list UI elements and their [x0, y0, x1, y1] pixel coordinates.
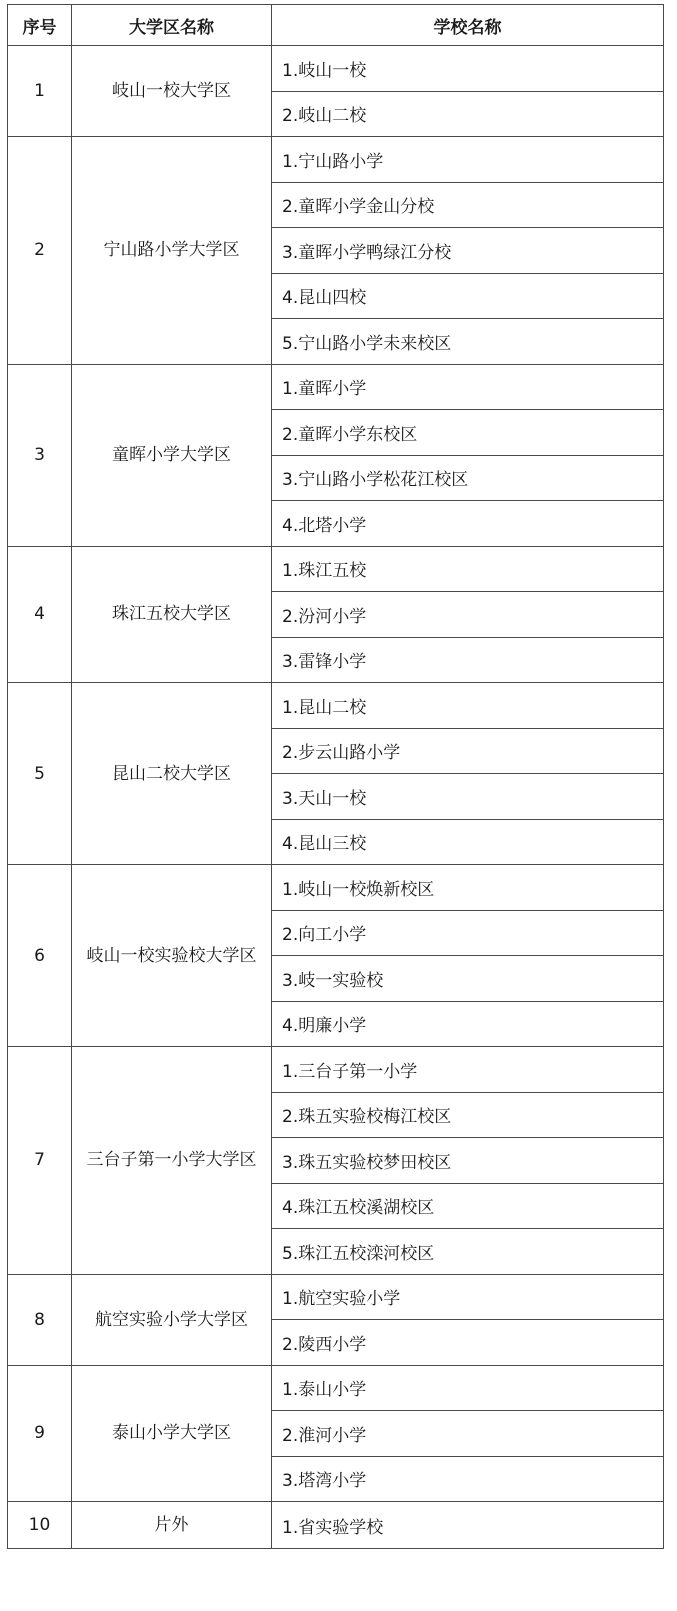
school-name: 2.珠五实验校梅江校区: [272, 1092, 664, 1138]
district-number: 5: [8, 683, 72, 865]
district-name: 泰山小学大学区: [72, 1365, 272, 1502]
school-name: 2.陵西小学: [272, 1320, 664, 1366]
school-name: 1.昆山二校: [272, 683, 664, 729]
school-name: 1.岐山一校: [272, 46, 664, 92]
school-name: 5.宁山路小学未来校区: [272, 319, 664, 365]
school-name: 3.天山一校: [272, 774, 664, 820]
district-name: 三台子第一小学大学区: [72, 1047, 272, 1275]
school-name: 3.岐一实验校: [272, 956, 664, 1002]
district-number: 10: [8, 1502, 72, 1549]
header-school-name: 学校名称: [272, 5, 664, 46]
school-name: 1.泰山小学: [272, 1365, 664, 1411]
school-name: 2.岐山二校: [272, 91, 664, 137]
district-name: 宁山路小学大学区: [72, 137, 272, 365]
table-row: [8, 865, 664, 911]
school-name: 5.珠江五校滦河校区: [272, 1229, 664, 1275]
table-row: [8, 546, 664, 592]
district-name: 珠江五校大学区: [72, 546, 272, 683]
district-name: 岐山一校实验校大学区: [72, 865, 272, 1047]
district-number: 4: [8, 546, 72, 683]
school-district-table-container: [7, 4, 663, 1549]
school-name: 4.明廉小学: [272, 1001, 664, 1047]
district-number: 1: [8, 46, 72, 137]
school-name: 3.宁山路小学松花江校区: [272, 455, 664, 501]
school-name: 4.昆山三校: [272, 819, 664, 865]
header-district-name: 大学区名称: [72, 5, 272, 46]
school-name: 2.汾河小学: [272, 592, 664, 638]
school-name: 1.省实验学校: [272, 1502, 664, 1549]
district-name: 昆山二校大学区: [72, 683, 272, 865]
header-row: [8, 5, 664, 46]
school-name: 2.童晖小学金山分校: [272, 182, 664, 228]
table-row: [8, 1502, 664, 1549]
school-district-table: [7, 4, 664, 1549]
district-number: 7: [8, 1047, 72, 1275]
school-name: 1.岐山一校焕新校区: [272, 865, 664, 911]
table-row: [8, 46, 664, 92]
school-name: 3.塔湾小学: [272, 1456, 664, 1502]
school-name: 2.步云山路小学: [272, 728, 664, 774]
district-name: 童晖小学大学区: [72, 364, 272, 546]
school-name: 1.宁山路小学: [272, 137, 664, 183]
school-name: 4.昆山四校: [272, 273, 664, 319]
school-name: 2.童晖小学东校区: [272, 410, 664, 456]
district-name: 岐山一校大学区: [72, 46, 272, 137]
district-number: 6: [8, 865, 72, 1047]
school-name: 2.淮河小学: [272, 1411, 664, 1457]
school-name: 4.北塔小学: [272, 501, 664, 547]
district-name: 片外: [72, 1502, 272, 1549]
district-number: 9: [8, 1365, 72, 1502]
table-row: [8, 683, 664, 729]
school-name: 3.珠五实验校梦田校区: [272, 1138, 664, 1184]
district-number: 8: [8, 1274, 72, 1365]
school-name: 1.三台子第一小学: [272, 1047, 664, 1093]
table-row: [8, 1047, 664, 1093]
school-name: 2.向工小学: [272, 910, 664, 956]
school-name: 4.珠江五校溪湖校区: [272, 1183, 664, 1229]
school-name: 3.雷锋小学: [272, 637, 664, 683]
school-name: 1.航空实验小学: [272, 1274, 664, 1320]
header-serial-number: 序号: [8, 5, 72, 46]
table-row: [8, 1274, 664, 1320]
table-row: [8, 364, 664, 410]
school-name: 3.童晖小学鸭绿江分校: [272, 228, 664, 274]
district-name: 航空实验小学大学区: [72, 1274, 272, 1365]
table-row: [8, 137, 664, 183]
table-row: [8, 1365, 664, 1411]
school-name: 1.珠江五校: [272, 546, 664, 592]
district-number: 2: [8, 137, 72, 365]
table-body: [8, 46, 664, 1549]
school-name: 1.童晖小学: [272, 364, 664, 410]
district-number: 3: [8, 364, 72, 546]
